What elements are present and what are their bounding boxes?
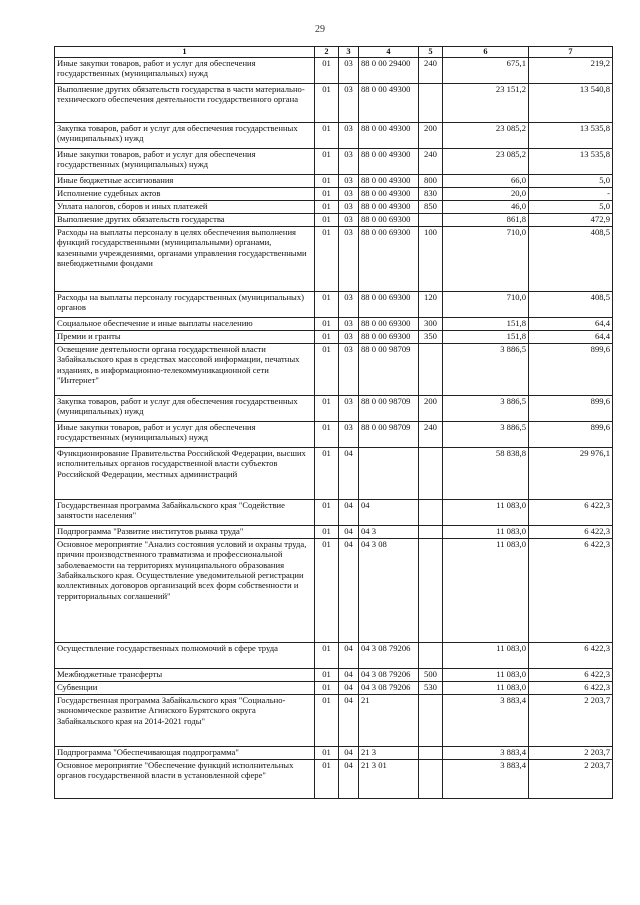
- header-cell-name: 1: [55, 47, 315, 58]
- row-subsection: 03: [339, 292, 359, 318]
- row-target-code: 21 3 01: [359, 760, 419, 799]
- row-expense-type: [419, 526, 443, 539]
- row-expense-type: [419, 84, 443, 123]
- table-row: [55, 318, 613, 331]
- row-subsection: 04: [339, 760, 359, 799]
- row-subsection: 04: [339, 682, 359, 695]
- page-number: 29: [315, 24, 325, 35]
- row-target-code: 88 0 00 69300: [359, 292, 419, 318]
- table-row: [55, 448, 613, 500]
- row-amount-2: 6 422,3: [529, 669, 613, 682]
- row-amount-2: -: [529, 188, 613, 201]
- row-amount-1: 46,0: [443, 201, 529, 214]
- row-amount-1: 58 838,8: [443, 448, 529, 500]
- row-expense-type: [419, 539, 443, 643]
- table-row: [55, 344, 613, 396]
- row-expense-type: 800: [419, 175, 443, 188]
- row-name: Премии и гранты: [55, 331, 315, 344]
- row-expense-type: [419, 643, 443, 669]
- row-name: Социальное обеспечение и иные выплаты населению: [55, 318, 315, 331]
- row-expense-type: 350: [419, 331, 443, 344]
- row-subsection: 03: [339, 149, 359, 175]
- row-amount-1: 23 151,2: [443, 84, 529, 123]
- row-name: Расходы на выплаты персоналу государственных (муниципальных) органов: [55, 292, 315, 318]
- row-target-code: 88 0 00 98709: [359, 344, 419, 396]
- row-amount-1: 3 886,5: [443, 344, 529, 396]
- table-row: [55, 227, 613, 292]
- row-target-code: 04: [359, 500, 419, 526]
- row-amount-1: 23 085,2: [443, 123, 529, 149]
- row-amount-1: 66,0: [443, 175, 529, 188]
- table-row: [55, 123, 613, 149]
- budget-table: [54, 46, 613, 799]
- row-section: 01: [315, 760, 339, 799]
- row-subsection: 03: [339, 175, 359, 188]
- row-target-code: 88 0 00 69300: [359, 318, 419, 331]
- row-section: 01: [315, 123, 339, 149]
- row-amount-1: 11 083,0: [443, 682, 529, 695]
- row-target-code: 88 0 00 98709: [359, 396, 419, 422]
- row-name: Исполнение судебных актов: [55, 188, 315, 201]
- table-row: [55, 539, 613, 643]
- row-amount-1: 710,0: [443, 292, 529, 318]
- row-name: Иные бюджетные ассигнования: [55, 175, 315, 188]
- header-cell-section: 2: [315, 47, 339, 58]
- row-expense-type: 530: [419, 682, 443, 695]
- row-target-code: 04 3 08 79206: [359, 643, 419, 669]
- row-section: 01: [315, 500, 339, 526]
- row-subsection: 03: [339, 84, 359, 123]
- row-amount-1: 11 083,0: [443, 526, 529, 539]
- row-name: Выполнение других обязательств государства: [55, 214, 315, 227]
- row-section: 01: [315, 175, 339, 188]
- table-row: [55, 188, 613, 201]
- row-expense-type: 300: [419, 318, 443, 331]
- row-amount-1: 151,8: [443, 331, 529, 344]
- row-section: 01: [315, 539, 339, 643]
- row-name: Расходы на выплаты персоналу в целях обеспечения выполнения функций государственными (муниципальными) органами, казенными учреждениями, органами управления государственными внебюджетными фондами: [55, 227, 315, 292]
- row-amount-2: 64,4: [529, 318, 613, 331]
- row-expense-type: [419, 214, 443, 227]
- row-name: Государственная программа Забайкальского края "Социально-экономическое развитие Агинского Бурятского округа Забайкальского края на 2014-2021 годы": [55, 695, 315, 747]
- row-amount-1: 20,0: [443, 188, 529, 201]
- row-section: 01: [315, 747, 339, 760]
- row-section: 01: [315, 682, 339, 695]
- row-amount-2: 64,4: [529, 331, 613, 344]
- row-amount-2: 13 540,8: [529, 84, 613, 123]
- row-target-code: 21 3: [359, 747, 419, 760]
- row-section: 01: [315, 669, 339, 682]
- table-row: [55, 747, 613, 760]
- row-name: Функционирование Правительства Российской Федерации, высших исполнительных органов государственной власти субъектов Российской Федерации, местных администраций: [55, 448, 315, 500]
- row-subsection: 04: [339, 526, 359, 539]
- table-row: [55, 292, 613, 318]
- table-row: [55, 201, 613, 214]
- row-expense-type: 850: [419, 201, 443, 214]
- row-target-code: 04 3 08 79206: [359, 669, 419, 682]
- row-section: 01: [315, 58, 339, 84]
- row-target-code: 88 0 00 49300: [359, 175, 419, 188]
- row-amount-1: 23 085,2: [443, 149, 529, 175]
- row-amount-2: 6 422,3: [529, 526, 613, 539]
- row-subsection: 03: [339, 227, 359, 292]
- row-section: 01: [315, 643, 339, 669]
- row-name: Основное мероприятие "Обеспечение функций исполнительных органов государственной власти в установленной сфере": [55, 760, 315, 799]
- row-name: Иные закупки товаров, работ и услуг для обеспечения государственных (муниципальных) нужд: [55, 422, 315, 448]
- row-target-code: 04 3: [359, 526, 419, 539]
- row-section: 01: [315, 422, 339, 448]
- row-expense-type: 100: [419, 227, 443, 292]
- row-subsection: 03: [339, 344, 359, 396]
- table-row: [55, 643, 613, 669]
- row-amount-2: 219,2: [529, 58, 613, 84]
- table-row: [55, 526, 613, 539]
- row-name: Закупка товаров, работ и услуг для обеспечения государственных (муниципальных) нужд: [55, 123, 315, 149]
- table-row: [55, 422, 613, 448]
- row-amount-2: 408,5: [529, 292, 613, 318]
- row-amount-1: 11 083,0: [443, 500, 529, 526]
- row-target-code: 88 0 00 98709: [359, 422, 419, 448]
- row-expense-type: 200: [419, 123, 443, 149]
- row-subsection: 03: [339, 188, 359, 201]
- row-name: Подпрограмма "Обеспечивающая подпрограмма": [55, 747, 315, 760]
- row-expense-type: 200: [419, 396, 443, 422]
- row-subsection: 04: [339, 669, 359, 682]
- row-target-code: 88 0 00 49300: [359, 188, 419, 201]
- row-target-code: 04 3 08: [359, 539, 419, 643]
- row-expense-type: 500: [419, 669, 443, 682]
- row-subsection: 03: [339, 201, 359, 214]
- row-amount-2: 472,9: [529, 214, 613, 227]
- row-subsection: 03: [339, 422, 359, 448]
- row-expense-type: 240: [419, 422, 443, 448]
- header-cell-amount-2: 7: [529, 47, 613, 58]
- row-expense-type: [419, 760, 443, 799]
- row-section: 01: [315, 318, 339, 331]
- row-name: Иные закупки товаров, работ и услуг для обеспечения государственных (муниципальных) нужд: [55, 149, 315, 175]
- row-amount-1: 3 883,4: [443, 760, 529, 799]
- row-subsection: 04: [339, 695, 359, 747]
- row-amount-2: 5,0: [529, 201, 613, 214]
- row-subsection: 04: [339, 539, 359, 643]
- row-name: Выполнение других обязательств государства в части материально-технического обеспечения деятельности государственного органа: [55, 84, 315, 123]
- row-expense-type: [419, 448, 443, 500]
- row-name: Подпрограмма "Развитие институтов рынка труда": [55, 526, 315, 539]
- table-row: [55, 500, 613, 526]
- row-section: 01: [315, 448, 339, 500]
- row-amount-2: 6 422,3: [529, 539, 613, 643]
- row-amount-2: 2 203,7: [529, 747, 613, 760]
- row-subsection: 04: [339, 747, 359, 760]
- row-section: 01: [315, 149, 339, 175]
- row-name: Осуществление государственных полномочий в сфере труда: [55, 643, 315, 669]
- row-amount-2: 899,6: [529, 344, 613, 396]
- row-amount-2: 899,6: [529, 396, 613, 422]
- row-section: 01: [315, 84, 339, 123]
- row-name: Межбюджетные трансферты: [55, 669, 315, 682]
- row-name: Освещение деятельности органа государственной власти Забайкальского края в средствах массовой информации, печатных изданиях, в информационно-телекоммуникационной сети "Интернет": [55, 344, 315, 396]
- row-amount-1: 3 883,4: [443, 747, 529, 760]
- row-name: Государственная программа Забайкальского края "Содействие занятости населения": [55, 500, 315, 526]
- row-subsection: 03: [339, 396, 359, 422]
- row-amount-1: 3 886,5: [443, 422, 529, 448]
- row-target-code: 21: [359, 695, 419, 747]
- row-amount-2: 899,6: [529, 422, 613, 448]
- row-section: 01: [315, 227, 339, 292]
- row-subsection: 04: [339, 500, 359, 526]
- row-amount-1: 861,8: [443, 214, 529, 227]
- row-expense-type: 830: [419, 188, 443, 201]
- table-row: [55, 175, 613, 188]
- row-name: Закупка товаров, работ и услуг для обеспечения государственных (муниципальных) нужд: [55, 396, 315, 422]
- row-amount-1: 11 083,0: [443, 643, 529, 669]
- row-name: Основное мероприятие "Анализ состояния условий и охраны труда, причин производственного травматизма и профессиональной заболеваемости на территориях муниципального образования Забайкальского края. Осуществление уведомительной регистрации коллективных договоров организаций всех форм собственности и территориальных соглашений": [55, 539, 315, 643]
- row-target-code: 88 0 00 49300: [359, 201, 419, 214]
- table-row: [55, 669, 613, 682]
- row-subsection: 03: [339, 214, 359, 227]
- row-name: Субвенции: [55, 682, 315, 695]
- row-section: 01: [315, 292, 339, 318]
- row-name: Иные закупки товаров, работ и услуг для обеспечения государственных (муниципальных) нужд: [55, 58, 315, 84]
- row-amount-2: 29 976,1: [529, 448, 613, 500]
- row-expense-type: [419, 500, 443, 526]
- row-amount-1: 11 083,0: [443, 539, 529, 643]
- row-section: 01: [315, 526, 339, 539]
- row-amount-2: 6 422,3: [529, 500, 613, 526]
- row-target-code: 88 0 00 49300: [359, 84, 419, 123]
- row-section: 01: [315, 344, 339, 396]
- row-subsection: 03: [339, 58, 359, 84]
- row-amount-2: 6 422,3: [529, 643, 613, 669]
- table-row: [55, 695, 613, 747]
- row-target-code: 88 0 00 69300: [359, 214, 419, 227]
- row-target-code: 88 0 00 49300: [359, 123, 419, 149]
- row-amount-2: 6 422,3: [529, 682, 613, 695]
- table-row: [55, 682, 613, 695]
- row-amount-2: 2 203,7: [529, 695, 613, 747]
- row-expense-type: 120: [419, 292, 443, 318]
- row-subsection: 03: [339, 331, 359, 344]
- row-section: 01: [315, 695, 339, 747]
- row-subsection: 04: [339, 643, 359, 669]
- row-section: 01: [315, 188, 339, 201]
- row-expense-type: [419, 344, 443, 396]
- table-row: [55, 214, 613, 227]
- row-amount-1: 3 886,5: [443, 396, 529, 422]
- row-amount-1: 675,1: [443, 58, 529, 84]
- row-amount-1: 11 083,0: [443, 669, 529, 682]
- row-subsection: 03: [339, 123, 359, 149]
- row-target-code: 88 0 00 49300: [359, 149, 419, 175]
- row-expense-type: 240: [419, 58, 443, 84]
- row-expense-type: [419, 747, 443, 760]
- row-target-code: 04 3 08 79206: [359, 682, 419, 695]
- table-row: [55, 58, 613, 84]
- header-cell-target: 4: [359, 47, 419, 58]
- row-subsection: 03: [339, 318, 359, 331]
- table-row: [55, 760, 613, 799]
- row-subsection: 04: [339, 448, 359, 500]
- row-section: 01: [315, 201, 339, 214]
- row-target-code: 88 0 00 69300: [359, 331, 419, 344]
- row-amount-1: 710,0: [443, 227, 529, 292]
- row-section: 01: [315, 214, 339, 227]
- row-amount-2: 2 203,7: [529, 760, 613, 799]
- row-expense-type: [419, 695, 443, 747]
- row-target-code: [359, 448, 419, 500]
- table-row: [55, 331, 613, 344]
- header-row: [55, 47, 613, 58]
- row-target-code: 88 0 00 69300: [359, 227, 419, 292]
- row-amount-1: 151,8: [443, 318, 529, 331]
- row-amount-2: 13 535,8: [529, 123, 613, 149]
- row-amount-1: 3 883,4: [443, 695, 529, 747]
- row-expense-type: 240: [419, 149, 443, 175]
- row-target-code: 88 0 00 29400: [359, 58, 419, 84]
- header-cell-amount-1: 6: [443, 47, 529, 58]
- table-row: [55, 149, 613, 175]
- row-amount-2: 5,0: [529, 175, 613, 188]
- row-section: 01: [315, 331, 339, 344]
- row-name: Уплата налогов, сборов и иных платежей: [55, 201, 315, 214]
- row-amount-2: 13 535,8: [529, 149, 613, 175]
- header-cell-subsection: 3: [339, 47, 359, 58]
- row-section: 01: [315, 396, 339, 422]
- table-row: [55, 396, 613, 422]
- row-amount-2: 408,5: [529, 227, 613, 292]
- header-cell-expense-type: 5: [419, 47, 443, 58]
- table-row: [55, 84, 613, 123]
